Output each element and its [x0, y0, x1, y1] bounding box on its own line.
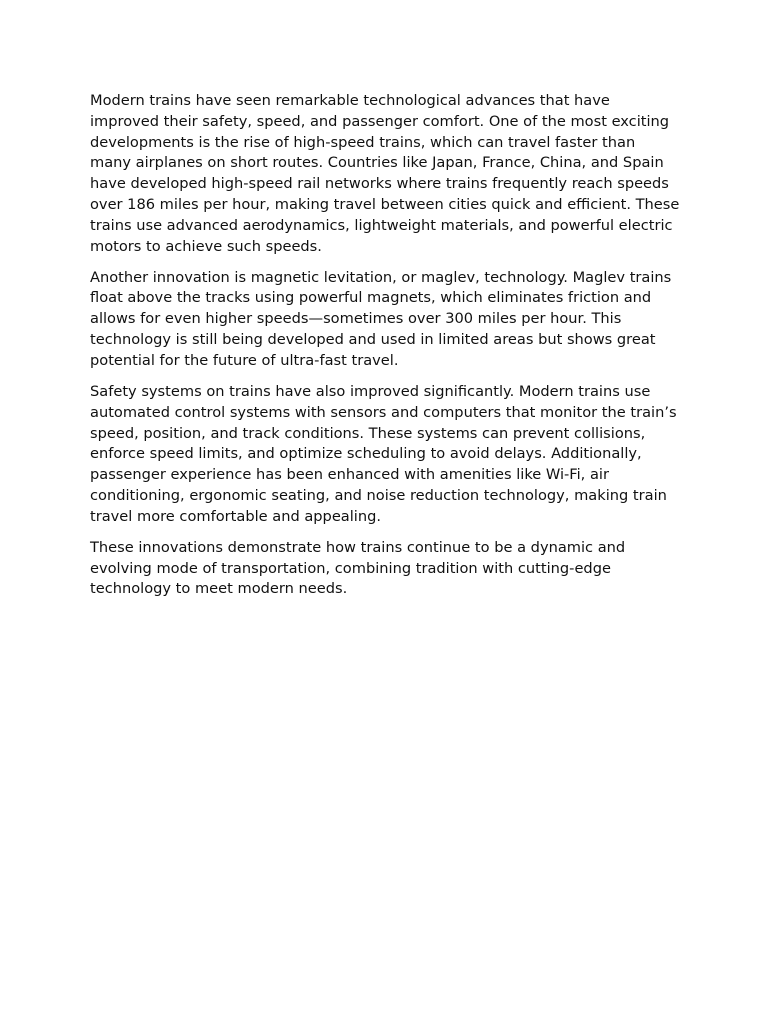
paragraph-safety-systems: Safety systems on trains have also improved significantly. Modern trains use automated control systems with sensors and computers that monitor the train’s speed, position, and track conditions. These systems can prevent collisions, enforce speed limits, and optimize scheduling to avoid delays. Additionally, passenger experience has been enhanced with amenities like Wi-Fi, air conditioning, ergonomic seating, and noise reduction technology, making train travel more comfortable and appealing. — [90, 382, 677, 525]
paragraph-maglev: Another innovation is magnetic levitation, or maglev, technology. Maglev trains float above the tracks using powerful magnets, which eliminates friction and allows for even higher speeds—sometimes over 300 miles per hour. This technology is still being developed and used in limited areas but shows great potential for the future of ultra-fast travel. — [90, 268, 672, 369]
document-body — [90, 91, 680, 611]
paragraph-conclusion: These innovations demonstrate how trains continue to be a dynamic and evolving mode of transportation, combining tradition with cutting-edge technology to meet modern needs. — [90, 538, 626, 598]
paragraph-high-speed-trains: Modern trains have seen remarkable technological advances that have improved their safety, speed, and passenger comfort. One of the most exciting developments is the rise of high-speed trains, which can travel faster than many airplanes on short routes. Countries like Japan, France, China, and Spain have developed high-speed rail networks where trains frequently reach speeds over 186 miles per hour, making travel between cities quick and efficient. These trains use advanced aerodynamics, lightweight materials, and powerful electric motors to achieve such speeds. — [90, 92, 680, 255]
